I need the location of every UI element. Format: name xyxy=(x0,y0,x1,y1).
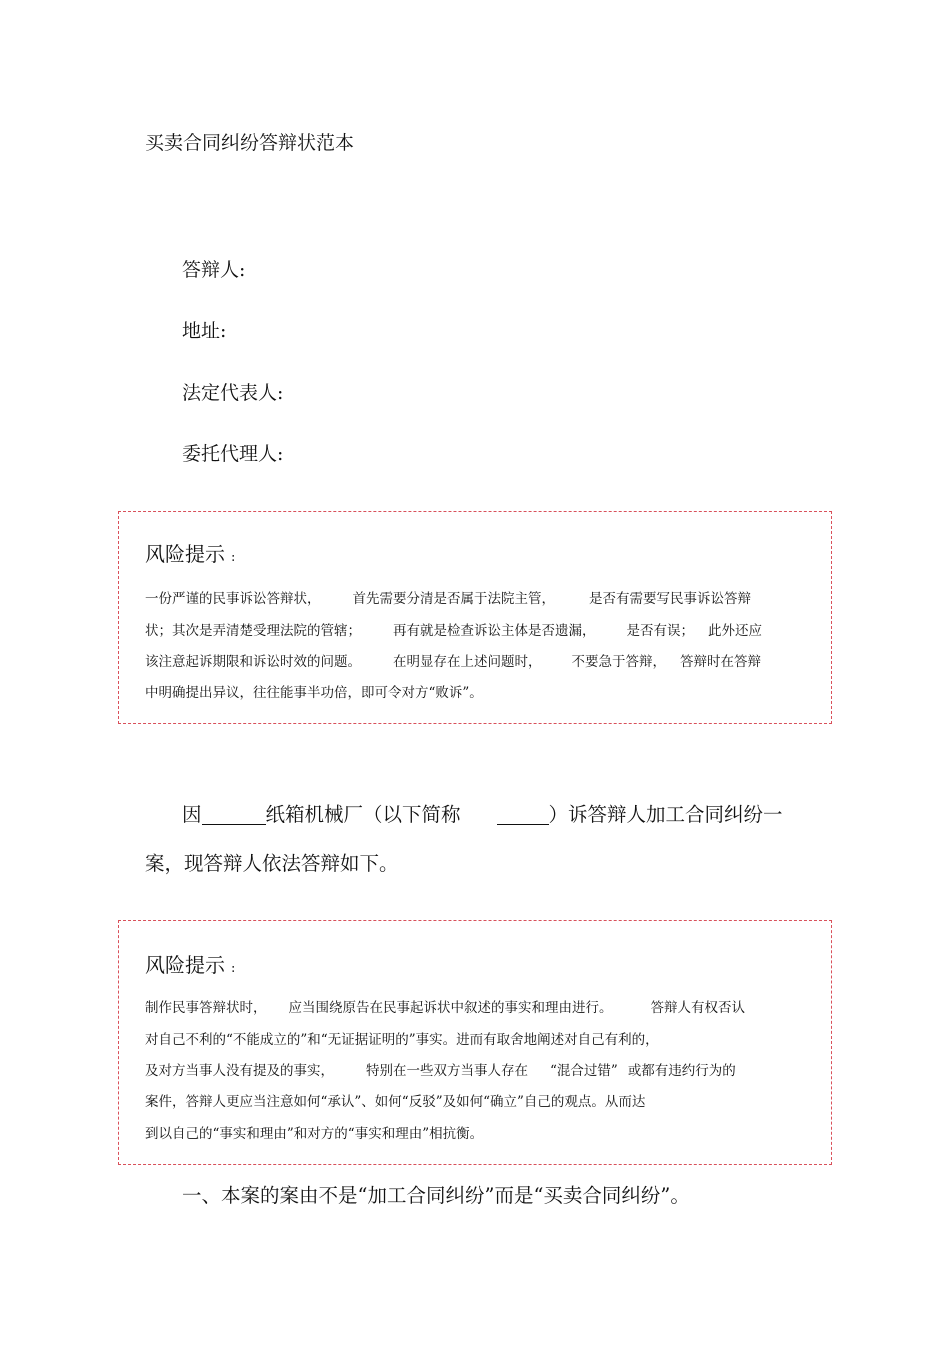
blank-plaintiff-short-name xyxy=(497,805,549,826)
respondent-field: 答辩人: xyxy=(182,259,246,281)
risk-notice-line: 到以自己的“事实和理由”和对方的“事实和理由”相抗衡。 xyxy=(145,1126,484,1142)
case-intro-line-1: 因 纸箱机械厂（以下简称 ）诉答辩人加工合同纠纷一 xyxy=(182,803,783,826)
risk-notice-line: 一份严谨的民事诉讼答辩状， 首先需要分清是否属于法院主管， 是否有需要写民事诉讼答辩 xyxy=(145,591,751,607)
risk-notice-line: 中明确提出异议，往往能事半功倍，即可令对方“败诉”。 xyxy=(145,685,483,701)
risk-notice-line: 状；其次是弄清楚受理法院的管辖； 再有就是检查诉讼主体是否遗漏， 是否有误； 此外还应 xyxy=(145,623,762,639)
risk-notice-box-1 xyxy=(118,511,832,724)
risk-notice-line: 对自己不利的“不能成立的”和“无证据证明的”事实。进而有取舍地阐述对自己有利的， xyxy=(145,1032,659,1048)
blank-plaintiff-name xyxy=(202,805,266,826)
legal-representative-field: 法定代表人: xyxy=(182,382,284,404)
risk-notice-heading: 风险提示 : xyxy=(145,542,236,566)
risk-notice-heading: 风险提示 : xyxy=(145,953,236,977)
document-title: 买卖合同纠纷答辩状范本 xyxy=(145,132,355,154)
risk-notice-box-2 xyxy=(118,920,832,1165)
risk-notice-line: 制作民事答辩状时， 应当围绕原告在民事起诉状中叙述的事实和理由进行。 答辩人有权否认 xyxy=(145,1000,745,1016)
risk-notice-line: 及对方当事人没有提及的事实， 特别在一些双方当事人存在 “混合过错” 或都有违约行为的 xyxy=(145,1063,736,1079)
address-field: 地址: xyxy=(182,320,227,342)
section-one-heading: 一、本案的案由不是“加工合同纠纷”而是“买卖合同纠纷”。 xyxy=(182,1184,690,1207)
case-intro-line-2: 案，现答辩人依法答辩如下。 xyxy=(145,852,399,875)
risk-notice-line: 案件，答辩人更应当注意如何“承认”、如何“反驳”及如何“确立”自己的观点。从而达 xyxy=(145,1094,646,1110)
risk-notice-line: 该注意起诉期限和诉讼时效的问题。 在明显存在上述问题时， 不要急于答辩， 答辩时在答辩 xyxy=(145,654,761,670)
agent-field: 委托代理人: xyxy=(182,443,284,465)
